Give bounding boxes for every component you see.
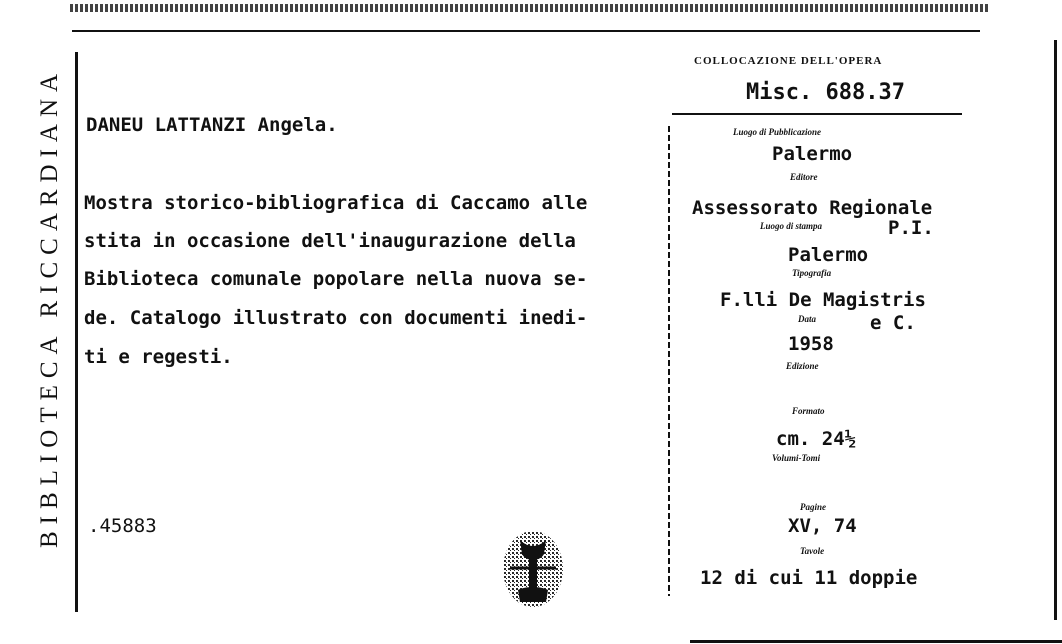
publisher-label: Editore bbox=[790, 172, 818, 182]
author: DANEU LATTANZI Angela. bbox=[86, 114, 338, 136]
plates-label: Tavole bbox=[800, 546, 825, 556]
edition-label: Edizione bbox=[786, 361, 819, 371]
library-name: BIBLIOTECA RICCARDIANA bbox=[36, 66, 63, 548]
inventory-number: .45883 bbox=[88, 515, 157, 537]
print-place-label: Luogo di stampa bbox=[760, 221, 823, 231]
left-margin-rule bbox=[75, 52, 78, 612]
library-stamp-icon bbox=[500, 528, 566, 610]
bottom-rule bbox=[690, 640, 1062, 643]
publisher-suffix: P.I. bbox=[888, 217, 934, 239]
volumes-label: Volumi-Tomi bbox=[772, 453, 821, 463]
right-edge bbox=[1054, 40, 1057, 620]
title-line-4: de. Catalogo illustrato con documenti inedi- bbox=[84, 307, 588, 329]
place-value: Palermo bbox=[772, 143, 853, 165]
print-place-value: Palermo bbox=[788, 244, 869, 266]
plates-value: 12 di cui 11 doppie bbox=[700, 567, 918, 589]
place-label: Luogo di Pubblicazione bbox=[733, 127, 822, 137]
pages-label: Pagine bbox=[800, 502, 826, 512]
title-line-3: Biblioteca comunale popolare nella nuova se- bbox=[84, 268, 588, 290]
field-column-rule bbox=[668, 126, 670, 596]
printer-value: F.lli De Magistris bbox=[720, 289, 926, 311]
printer-label: Tipografia bbox=[792, 268, 832, 278]
title-line-5: ti e regesti. bbox=[84, 346, 233, 368]
top-border bbox=[70, 4, 990, 12]
pages-value: XV, 74 bbox=[788, 515, 857, 537]
title-line-1: Mostra storico-bibliografica di Caccamo alle bbox=[84, 192, 588, 214]
top-rule bbox=[72, 30, 980, 32]
title-line-2: stita in occasione dell'inaugurazione della bbox=[84, 230, 576, 252]
collocation-rule bbox=[672, 113, 962, 115]
year-value: 1958 bbox=[788, 333, 834, 355]
publisher-value: Assessorato Regionale bbox=[692, 197, 933, 219]
collocation-heading: COLLOCAZIONE DELL'OPERA bbox=[694, 55, 883, 67]
format-label: Formato bbox=[792, 406, 825, 416]
date-label: Data bbox=[798, 314, 816, 324]
printer-suffix: e C. bbox=[870, 312, 916, 334]
format-value: cm. 24½ bbox=[776, 428, 857, 450]
shelfmark: Misc. 688.37 bbox=[746, 80, 905, 105]
